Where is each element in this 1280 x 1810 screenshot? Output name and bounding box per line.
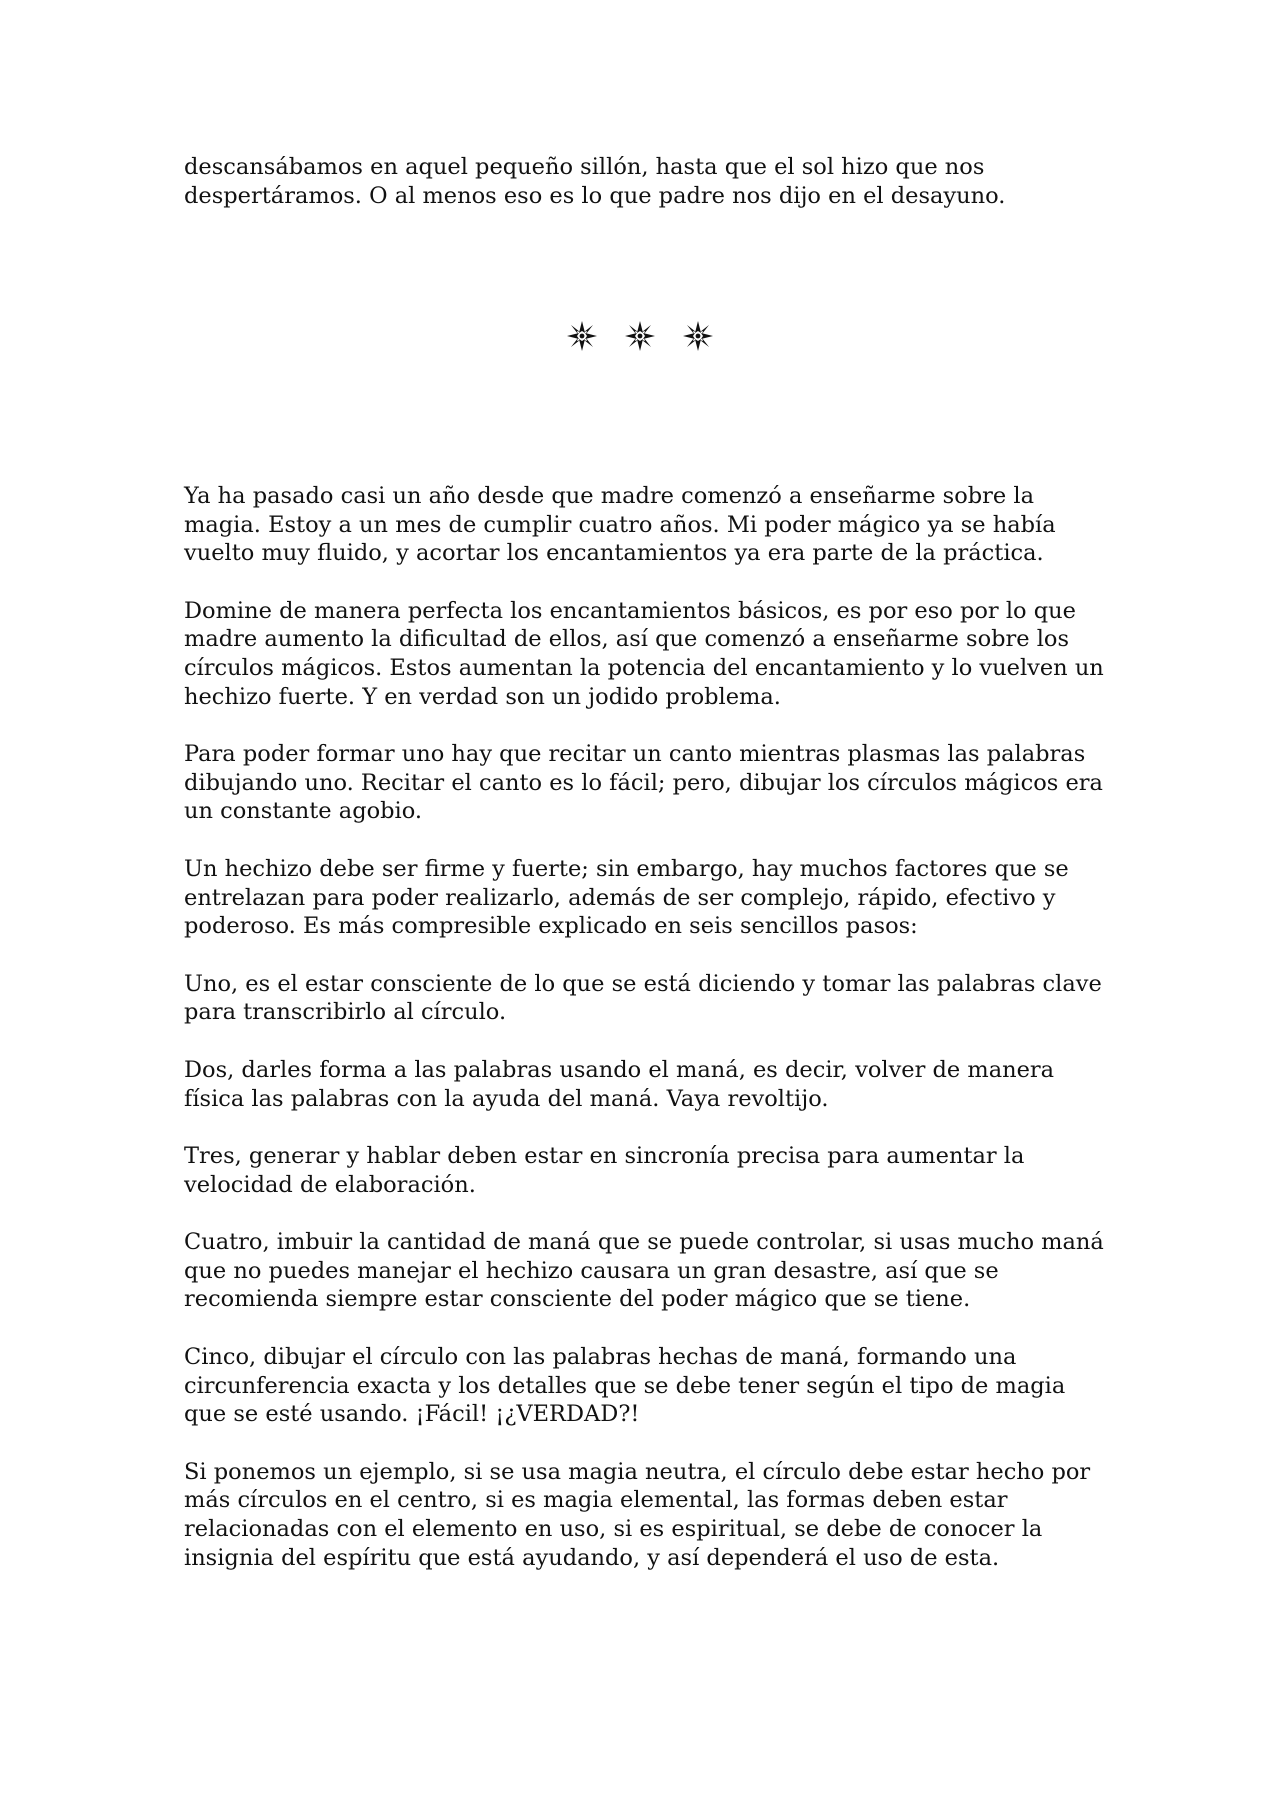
paragraph: Ya ha pasado casi un año desde que madre comenzó a enseñarme sobre la magia. Estoy a un mes de cumplir cuatro años. Mi poder mágico ya se había vuelto muy fluido, y acortar los encantamientos ya era parte de la práctica. (184, 483, 1056, 567)
paragraph: Tres, generar y hablar deben estar en sincronía precisa para aumentar la velocidad de elaboración. (184, 1143, 1025, 1198)
paragraph: Un hechizo debe ser firme y fuerte; sin embargo, hay muchos factores que se entrelazan para poder realizarlo, además de ser complejo, rápido, efectivo y poderoso. Es más compresible explicado en seis sencillos pasos: (184, 855, 1069, 940)
intro-paragraph: descansábamos en aquel pequeño sillón, hasta que el sol hizo que nos despertáramos. O al menos eso es lo que padre nos dijo en el desayuno. (184, 154, 1006, 209)
paragraph: Si ponemos un ejemplo, si se usa magia neutra, el círculo debe estar hecho por más círculos en el centro, si es magia elemental, las formas deben estar relacionadas con el elemento en uso, si es espiritual, se debe de conocer la insignia del espíritu que está ayudando, y así dependerá el uso de esta. (184, 1458, 1091, 1571)
section-separator (0, 312, 1280, 360)
asterism-star-icon (624, 320, 656, 352)
paragraph: Cinco, dibujar el círculo con las palabras hechas de maná, formando una circunferencia exacta y los detalles que se debe tener según el tipo de magia que se esté usando. ¡Fácil! ¡¿VERDAD?! (184, 1344, 1066, 1428)
asterism-star-icon (682, 320, 714, 352)
paragraph: Cuatro, imbuir la cantidad de maná que se puede controlar, si usas mucho maná que no puedes manejar el hechizo causara un gran desastre, así que se recomienda siempre estar consciente del poder mágico que se tiene. (184, 1229, 1104, 1313)
paragraph: Domine de manera perfecta los encantamientos básicos, es por eso por lo que madre aumento la dificultad de ellos, así que comenzó a enseñarme sobre los círculos mágicos. Estos aumentan la potencia del encantamiento y lo vuelven un hechizo fuerte. Y en verdad son un jodido problema. (184, 597, 1104, 710)
asterism-star-icon (566, 320, 598, 352)
paragraph: Uno, es el estar consciente de lo que se está diciendo y tomar las palabras clave para transcribirlo al círculo. (184, 970, 1102, 1026)
main-text (184, 482, 1104, 1601)
paragraph: Para poder formar uno hay que recitar un canto mientras plasmas las palabras dibujando uno. Recitar el canto es lo fácil; pero, dibujar los círculos mágicos era un constante agobio. (184, 741, 1103, 825)
intro-text (184, 153, 1104, 239)
paragraph: Dos, darles forma a las palabras usando el maná, es decir, volver de manera física las palabras con la ayuda del maná. Vaya revoltijo. (184, 1056, 1055, 1112)
